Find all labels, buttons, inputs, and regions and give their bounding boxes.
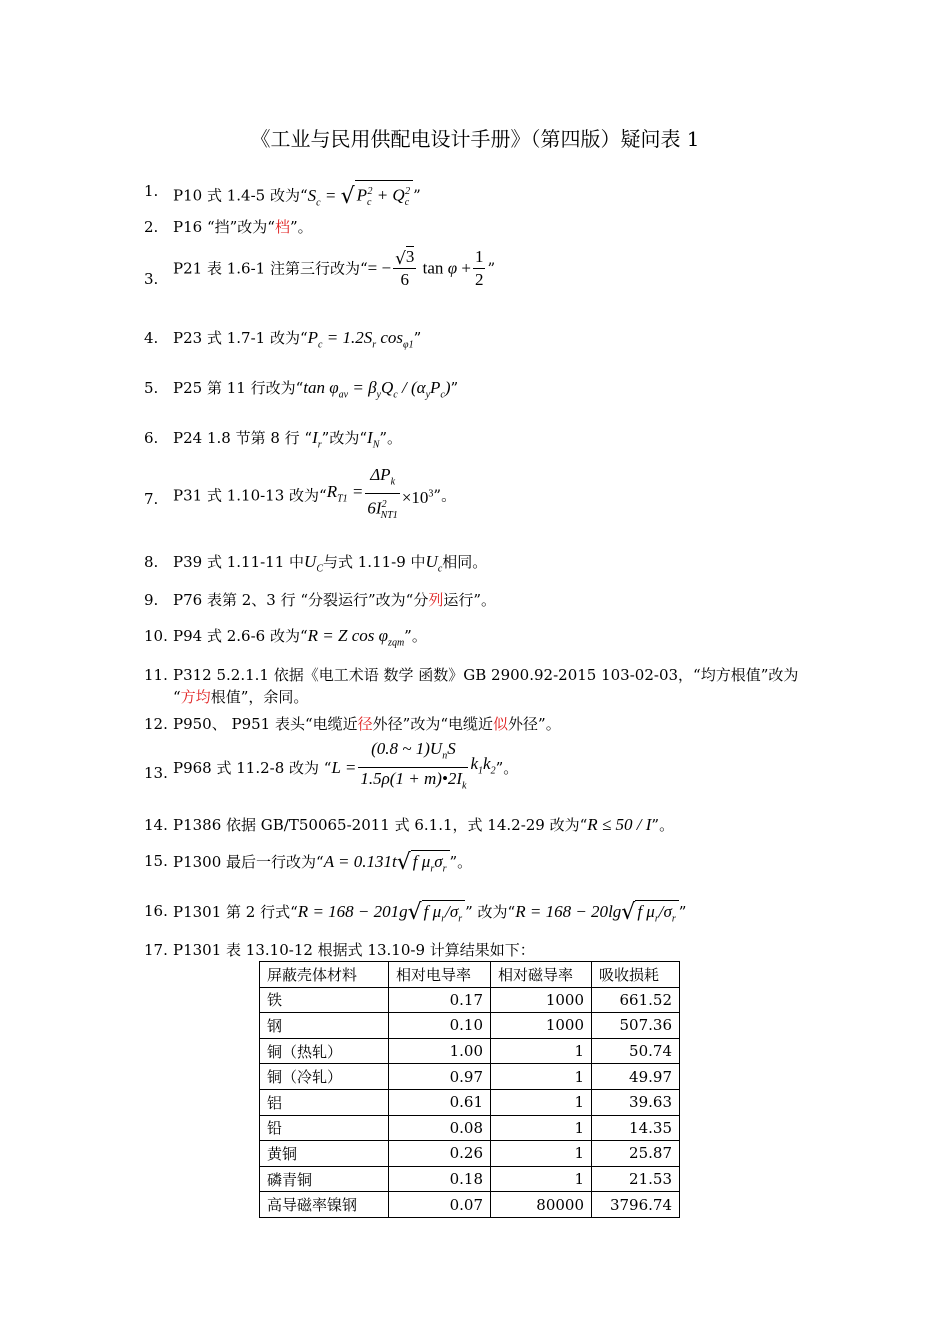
item-number: 8. xyxy=(144,553,159,571)
table-cell: 507.36 xyxy=(592,1013,680,1039)
item-number: 2. xyxy=(144,218,159,236)
item-number: 6. xyxy=(144,429,159,447)
item-number: 14. xyxy=(144,816,168,834)
item-number: 4. xyxy=(144,329,159,347)
column-header: 相对电导率 xyxy=(389,962,491,988)
formula: $\tan \varphi_{av} = \beta_yQ_c / (\alpha_yP_c)$ xyxy=(303,378,451,401)
item-number: 13. xyxy=(144,764,168,782)
item-text: P968 式 11.2-8 改为 “L = $\frac{(0.8 \sim 1)U_nS}{1.5\rho(1 + m)•2I_k}$ $k_1k_2$”。 xyxy=(173,738,823,798)
formula-fraction: $\frac{\Delta P_k}{6I^2_{NT1}}$ xyxy=(365,464,399,527)
table-cell: 0.10 xyxy=(389,1013,491,1039)
item-text: P1386 依据 GB/T50065-2011 式 6.1.1，式 14.2-29 改为“R ≤ 50 / I”。 xyxy=(173,815,675,834)
table-cell: 661.52 xyxy=(592,987,680,1013)
table-cell: 1.00 xyxy=(389,1038,491,1064)
table-cell: 钢 xyxy=(260,1013,389,1039)
item-text: P16 “挡”改为“档”。 xyxy=(173,218,313,236)
formula: A = 0.131t√ f $\mu_r\sigma_r$ xyxy=(324,852,450,871)
item-text: P31 式 1.10-13 改为“$R_{T1}$ = $\frac{\Delta P_k}{6I^2_{NT1}}$ $\times 10^3$”。 xyxy=(173,464,823,527)
table-cell: 1000 xyxy=(491,987,592,1013)
table-cell: 39.63 xyxy=(592,1089,680,1115)
item-number: 3. xyxy=(144,270,159,288)
table-cell: 3796.74 xyxy=(592,1192,680,1218)
item-number: 11. xyxy=(144,666,168,684)
table-header-row xyxy=(260,962,680,988)
item-text: P21 表 1.6-1 注第三行改为“= − $\frac{√3}{6}$ tan φ + $\frac{1}{2}$ ” xyxy=(173,247,496,289)
item-number: 5. xyxy=(144,379,159,397)
table-cell: 铅 xyxy=(260,1115,389,1141)
table-row xyxy=(260,1115,680,1141)
table-cell: 1 xyxy=(491,1064,592,1090)
table-cell: 1 xyxy=(491,1166,592,1192)
formula-fraction: $\frac{√3}{6}$ xyxy=(395,247,415,289)
document-title: 《工业与民用供配电设计手册》（第四版）疑问表 1 xyxy=(250,127,700,151)
table-cell: 铜（热轧） xyxy=(260,1038,389,1064)
table-row xyxy=(260,1013,680,1039)
formula-fraction: $\frac{1}{2}$ xyxy=(474,247,484,289)
formula: R = 168 − 20lg√ f $\mu_r/\sigma_r$ xyxy=(515,902,679,921)
formula: L = xyxy=(331,757,357,777)
item-text: P950、 P951 表头“电缆近径外径”改为“电缆近似外径”。 xyxy=(173,715,561,733)
formula: $P_c = 1.2S_r$ $\cos_{\varphi 1}$ xyxy=(307,328,414,351)
item-number: 9. xyxy=(144,591,159,609)
item-text: P39 式 1.11-11 中$U_C$与式 1.11-9 中$U_c$相同。 xyxy=(173,552,488,575)
formula: = − xyxy=(367,258,392,278)
table-cell: 0.07 xyxy=(389,1192,491,1218)
item-text: P312 5.2.1.1 依据《电工术语 数学 函数》GB 2900.92-2015 103-02-03，“均方根值”改为 “方均根值”，余同。 xyxy=(173,666,799,706)
item-text: P94 式 2.6-6 改为“R = Z $\cos \varphi_{zqm}$”。 xyxy=(173,626,427,649)
table-row xyxy=(260,1038,680,1064)
formula: R ≤ 50 / I xyxy=(587,815,652,834)
table-cell: 0.97 xyxy=(389,1064,491,1090)
table-cell: 铝 xyxy=(260,1089,389,1115)
table-row xyxy=(260,1192,680,1218)
column-header: 相对磁导率 xyxy=(491,962,592,988)
formula: $U_C$ xyxy=(304,552,323,575)
item-number: 1. xyxy=(144,182,159,200)
table-row xyxy=(260,1141,680,1167)
table-cell: 铁 xyxy=(260,987,389,1013)
table-cell: 0.18 xyxy=(389,1166,491,1192)
table-cell: 磷青铜 xyxy=(260,1166,389,1192)
table-cell: 14.35 xyxy=(592,1115,680,1141)
formula: $U_c$ xyxy=(425,552,443,575)
table-cell: 21.53 xyxy=(592,1166,680,1192)
item-text: P1300 最后一行改为“A = 0.131t√ f $\mu_r\sigma_r$ ”。 xyxy=(173,850,823,879)
table-cell: 铜（冷轧） xyxy=(260,1064,389,1090)
table-row xyxy=(260,1166,680,1192)
item-text: P1301 第 2 行式“R = 168 − 201g√ f $\mu_r/\sigma_r$ ” 改为“R = 168 − 20lg√ f $\mu_r/\sigma_r$ ” xyxy=(173,900,823,929)
table-cell: 1000 xyxy=(491,1013,592,1039)
item-text: P1301 表 13.10-12 根据式 13.10-9 计算结果如下： xyxy=(173,941,535,959)
formula: R = Z $\cos \varphi_{zqm}$ xyxy=(307,626,405,649)
item-number: 17. xyxy=(144,941,168,959)
item-text: P10 式 1.4-5 改为“$S_c$ = √ $P_c^2 + Q_c^2$ ” xyxy=(173,180,823,214)
column-header: 屏蔽壳体材料 xyxy=(260,962,389,988)
table-cell: 0.17 xyxy=(389,987,491,1013)
formula: $S_c$ = √ $P_c^2 + Q_c^2$ xyxy=(308,186,414,205)
formula: $I_r$ xyxy=(312,428,322,451)
table-row xyxy=(260,987,680,1013)
table-cell: 25.87 xyxy=(592,1141,680,1167)
item-text: P76 表第 2、3 行 “分裂运行”改为“分列运行”。 xyxy=(173,591,497,609)
column-header: 吸收损耗 xyxy=(592,962,680,988)
table-cell: 80000 xyxy=(491,1192,592,1218)
table-row xyxy=(260,1089,680,1115)
item-text: P24 1.8 节第 8 行 “$I_r$”改为“$I_N$”。 xyxy=(173,428,403,451)
table-cell: 0.08 xyxy=(389,1115,491,1141)
table-cell: 0.26 xyxy=(389,1141,491,1167)
absorption-loss-table xyxy=(259,961,680,1218)
item-number: 15. xyxy=(144,852,168,870)
formula: $R_{T1}$ = xyxy=(326,482,364,505)
table-cell: 高导磁率镍钢 xyxy=(260,1192,389,1218)
item-text: P25 第 11 行改为“tan $\varphi_{av} = \beta_yQ_c / (\alpha_yP_c)$” xyxy=(173,378,459,401)
table-cell: 49.97 xyxy=(592,1064,680,1090)
formula-fraction: $\frac{(0.8 \sim 1)U_nS}{1.5\rho(1 + m)•2I_k}$ xyxy=(358,738,468,798)
table-cell: 1 xyxy=(491,1141,592,1167)
formula: R = 168 − 201g√ f $\mu_r/\sigma_r$ xyxy=(298,902,465,921)
item-number: 16. xyxy=(144,902,168,920)
table-cell: 0.61 xyxy=(389,1089,491,1115)
table-cell: 黄铜 xyxy=(260,1141,389,1167)
formula: $I_N$ xyxy=(367,428,380,451)
table-cell: 50.74 xyxy=(592,1038,680,1064)
item-number: 7. xyxy=(144,490,159,508)
table-cell: 1 xyxy=(491,1115,592,1141)
table-cell: 1 xyxy=(491,1038,592,1064)
item-number: 10. xyxy=(144,627,168,645)
table-cell: 1 xyxy=(491,1089,592,1115)
table-row xyxy=(260,1064,680,1090)
item-number: 12. xyxy=(144,715,168,733)
item-text: P23 式 1.7-1 改为“$P_c = 1.2S_r$ $\cos_{\varphi 1}$” xyxy=(173,328,422,351)
